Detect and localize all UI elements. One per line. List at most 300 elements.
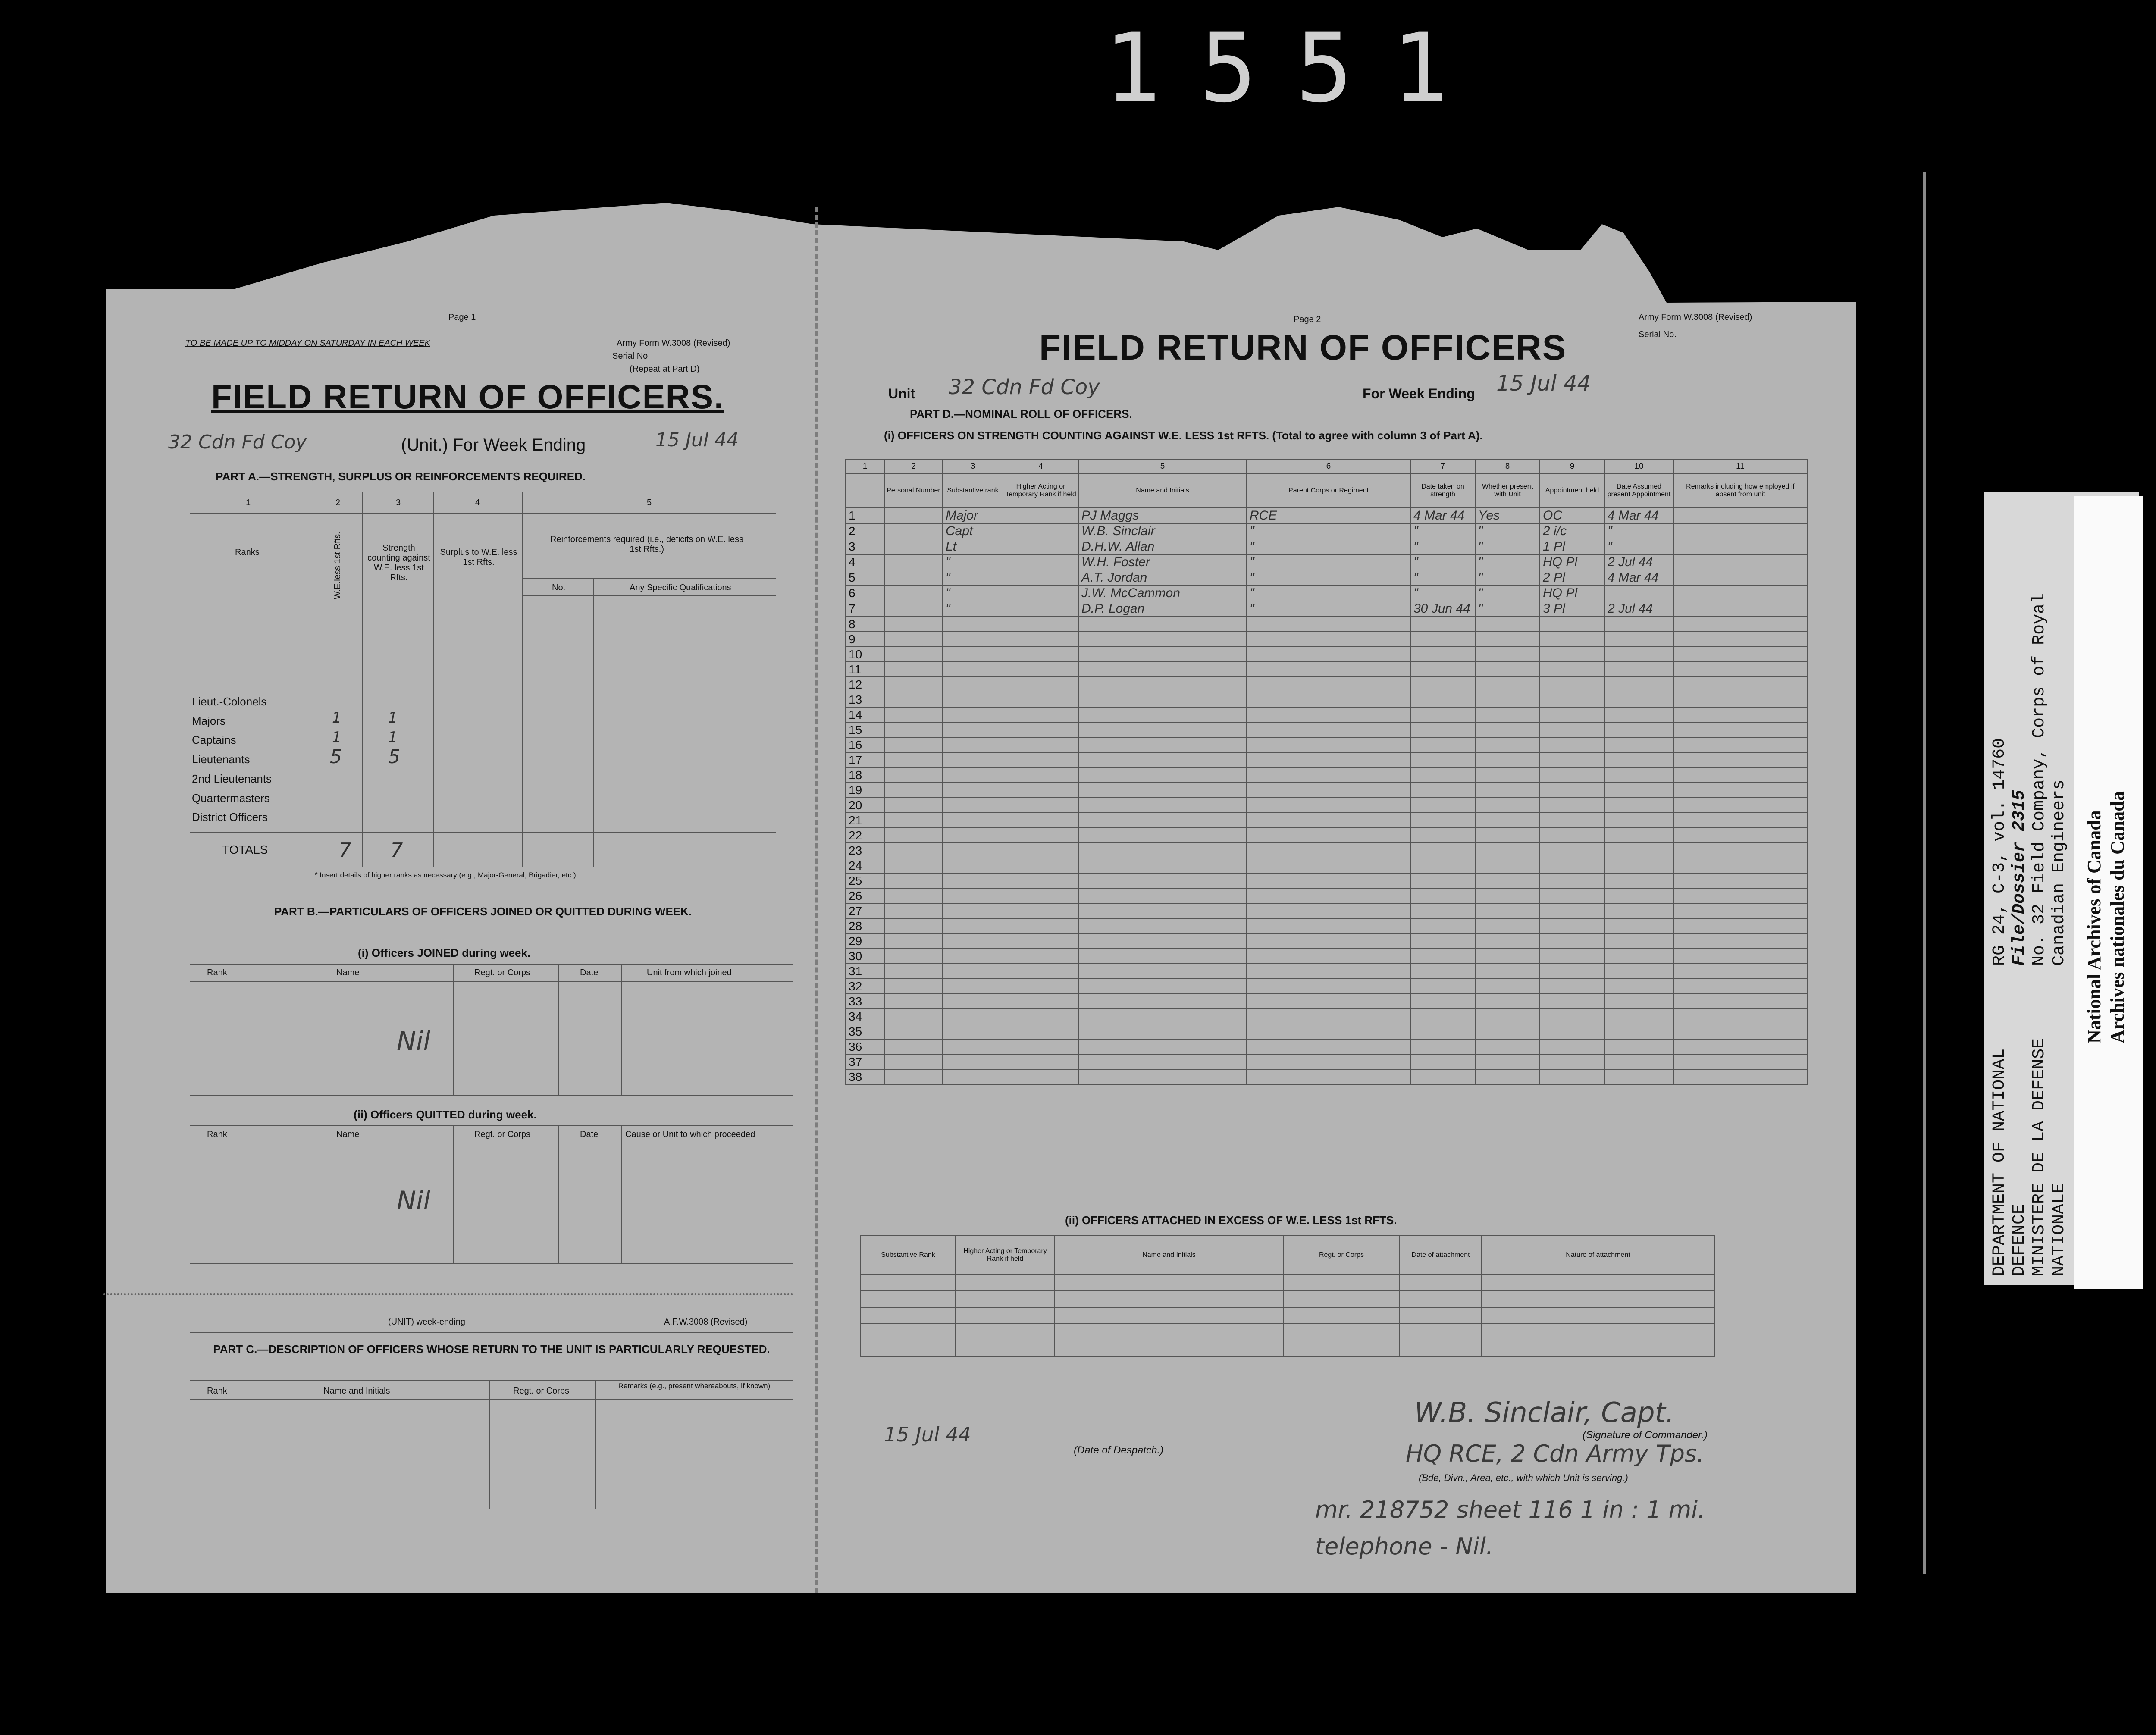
table-cell xyxy=(884,647,943,662)
table-row xyxy=(846,873,1807,888)
page-title: FIELD RETURN OF OFFICERS. xyxy=(211,378,724,416)
table-cell xyxy=(1604,586,1673,601)
row-number: 35 xyxy=(846,1024,884,1039)
table-cell: " xyxy=(943,586,1003,601)
signature-label: (Signature of Commander.) xyxy=(1583,1429,1708,1441)
table-cell xyxy=(1604,692,1673,707)
table-cell xyxy=(1673,617,1807,632)
table-cell xyxy=(1247,1069,1410,1084)
army-form: Army Form W.3008 (Revised) xyxy=(617,338,730,348)
joined-col: Regt. or Corps xyxy=(474,968,531,977)
table-cell xyxy=(1604,722,1673,737)
table-row xyxy=(846,903,1807,918)
table-cell xyxy=(943,692,1003,707)
str-captains: 1 xyxy=(388,729,398,746)
table-cell xyxy=(943,798,1003,813)
table-cell xyxy=(943,933,1003,949)
table-cell: " xyxy=(1247,586,1410,601)
table-cell xyxy=(884,601,943,617)
table-cell xyxy=(1604,873,1673,888)
afw-label: A.F.W.3008 (Revised) xyxy=(664,1317,748,1327)
table-cell xyxy=(1604,783,1673,798)
unit-value: 32 Cdn Fd Coy xyxy=(949,375,1100,399)
rank-label: Lieut.-Colonels xyxy=(192,695,267,708)
rule xyxy=(522,578,776,579)
table-cell xyxy=(1673,933,1807,949)
table-cell xyxy=(1673,722,1807,737)
table-row xyxy=(846,949,1807,964)
table-cell: " xyxy=(1410,539,1475,554)
dept-line: MINISTERE DE LA DEFENSE xyxy=(2030,1038,2049,1276)
part-c-title: PART C.—DESCRIPTION OF OFFICERS WHOSE RETURN TO THE UNIT IS PARTICULARLY REQUESTED. xyxy=(213,1343,770,1356)
table-row xyxy=(846,979,1807,994)
table-cell xyxy=(1078,737,1247,752)
table-cell xyxy=(1078,1039,1247,1054)
table-cell xyxy=(1055,1324,1283,1340)
table-cell xyxy=(943,752,1003,767)
table-cell xyxy=(1410,964,1475,979)
row-number: 21 xyxy=(846,813,884,828)
table-cell xyxy=(1410,707,1475,722)
table-cell xyxy=(1410,843,1475,858)
table-cell xyxy=(1475,918,1540,933)
table-cell xyxy=(1673,570,1807,586)
ref-line: Canadian Engineers xyxy=(2049,779,2069,966)
archive-department xyxy=(1990,1038,2069,1276)
table-cell xyxy=(1410,737,1475,752)
table-cell xyxy=(1247,1009,1410,1024)
frame-digit: 5 xyxy=(1296,13,1362,123)
table-cell xyxy=(1475,617,1540,632)
table-cell xyxy=(943,707,1003,722)
table-row xyxy=(846,523,1807,539)
row-number: 23 xyxy=(846,843,884,858)
table-cell xyxy=(1540,828,1604,843)
table-cell xyxy=(1410,994,1475,1009)
table-cell xyxy=(1604,798,1673,813)
table-cell xyxy=(1247,964,1410,979)
table-cell xyxy=(1604,647,1673,662)
table-cell xyxy=(1475,1054,1540,1069)
table-cell xyxy=(1540,979,1604,994)
table-cell xyxy=(1604,858,1673,873)
we-majors: 1 xyxy=(332,709,342,727)
table-cell xyxy=(1604,979,1673,994)
table-cell: 1 Pl xyxy=(1540,539,1604,554)
table-cell: RCE xyxy=(1247,508,1410,523)
we-lieutenants: 5 xyxy=(330,746,342,768)
table-cell xyxy=(1003,798,1078,813)
table-cell: HQ Pl xyxy=(1540,586,1604,601)
page-label: Page 2 xyxy=(1294,315,1321,324)
table-cell xyxy=(1673,767,1807,783)
table-cell xyxy=(1078,888,1247,903)
page-two xyxy=(841,302,1833,1574)
table-cell xyxy=(1247,933,1410,949)
attached-table xyxy=(860,1235,1715,1357)
table-cell xyxy=(1604,964,1673,979)
table-cell xyxy=(1055,1307,1283,1324)
table-cell xyxy=(1540,843,1604,858)
table-cell xyxy=(1400,1275,1482,1291)
table-cell: " xyxy=(943,554,1003,570)
column-number: 3 xyxy=(943,460,1003,473)
table-cell xyxy=(1078,979,1247,994)
table-cell xyxy=(1078,767,1247,783)
table-cell xyxy=(943,964,1003,979)
table-cell xyxy=(1247,918,1410,933)
table-cell xyxy=(1673,858,1807,873)
table-cell xyxy=(1673,647,1807,662)
part-d-subtitle: (i) OFFICERS ON STRENGTH COUNTING AGAINST W.E. LESS 1st RFTS. (Total to agree with column 3 of Part A). xyxy=(884,429,1483,442)
row-number: 32 xyxy=(846,979,884,994)
telephone: telephone - Nil. xyxy=(1315,1533,1493,1560)
row-number: 1 xyxy=(846,508,884,523)
table-cell xyxy=(1540,783,1604,798)
table-cell xyxy=(1003,523,1078,539)
attached-column-header: Name and Initials xyxy=(1055,1236,1283,1275)
table-cell xyxy=(1540,994,1604,1009)
table-cell xyxy=(1540,813,1604,828)
repeat-note: (Repeat at Part D) xyxy=(630,364,700,374)
table-cell xyxy=(943,767,1003,783)
rank-list xyxy=(192,692,272,827)
table-cell xyxy=(1247,1039,1410,1054)
table-cell xyxy=(1475,888,1540,903)
table-cell xyxy=(1283,1291,1400,1307)
table-cell xyxy=(884,737,943,752)
col-num: 3 xyxy=(396,498,401,507)
table-cell xyxy=(1247,813,1410,828)
table-cell xyxy=(1475,903,1540,918)
table-cell xyxy=(1673,903,1807,918)
row-number: 22 xyxy=(846,828,884,843)
row-number: 28 xyxy=(846,918,884,933)
row-number: 13 xyxy=(846,692,884,707)
table-row xyxy=(846,1069,1807,1084)
table-cell xyxy=(1475,677,1540,692)
table-cell xyxy=(943,783,1003,798)
attached-column-header: Nature of attachment xyxy=(1482,1236,1714,1275)
dept-line: DEFENCE xyxy=(2010,1203,2029,1276)
row-number: 37 xyxy=(846,1054,884,1069)
table-cell xyxy=(943,828,1003,843)
table-cell xyxy=(943,918,1003,933)
table-cell xyxy=(1540,692,1604,707)
table-cell xyxy=(1003,873,1078,888)
page-fold xyxy=(815,207,818,1593)
col-num: 4 xyxy=(475,498,480,507)
table-cell xyxy=(1410,903,1475,918)
row-number: 7 xyxy=(846,601,884,617)
table-cell xyxy=(943,949,1003,964)
table-cell xyxy=(1410,647,1475,662)
table-cell: " xyxy=(1475,570,1540,586)
table-row xyxy=(861,1291,1714,1307)
rank-label: Captains xyxy=(192,733,236,747)
quitted-col: Cause or Unit to which proceeded xyxy=(625,1130,755,1139)
table-row xyxy=(846,798,1807,813)
rule xyxy=(190,1095,793,1096)
joined-nil: Nil xyxy=(397,1026,431,1056)
table-cell xyxy=(943,662,1003,677)
table-row xyxy=(846,722,1807,737)
table-cell xyxy=(1247,737,1410,752)
quitted-col: Rank xyxy=(207,1130,227,1139)
table-cell xyxy=(943,979,1003,994)
table-cell xyxy=(1673,843,1807,858)
serial-no: Serial No. xyxy=(1639,330,1677,339)
table-row xyxy=(846,554,1807,570)
row-number: 33 xyxy=(846,994,884,1009)
table-cell xyxy=(1673,888,1807,903)
rule xyxy=(190,1380,793,1381)
column-header xyxy=(846,473,884,508)
table-cell xyxy=(943,647,1003,662)
table-cell xyxy=(1540,647,1604,662)
despatch-date: 15 Jul 44 xyxy=(884,1423,971,1446)
rule xyxy=(433,492,434,867)
table-cell: J.W. McCammon xyxy=(1078,586,1247,601)
table-cell xyxy=(1247,647,1410,662)
row-number: 25 xyxy=(846,873,884,888)
table-cell xyxy=(1410,662,1475,677)
table-cell xyxy=(1247,949,1410,964)
table-row xyxy=(861,1340,1714,1356)
row-number: 5 xyxy=(846,570,884,586)
table-cell xyxy=(884,722,943,737)
table-cell xyxy=(1604,1054,1673,1069)
table-cell xyxy=(956,1340,1055,1356)
column-number: 5 xyxy=(1078,460,1247,473)
table-cell xyxy=(956,1324,1055,1340)
table-cell xyxy=(1540,737,1604,752)
str-lieutenants: 5 xyxy=(388,746,400,768)
table-cell xyxy=(884,918,943,933)
table-cell xyxy=(1673,508,1807,523)
table-cell xyxy=(884,798,943,813)
rule xyxy=(621,1125,622,1263)
str-majors: 1 xyxy=(388,709,398,727)
table-row xyxy=(846,508,1807,523)
table-cell xyxy=(1475,798,1540,813)
table-cell xyxy=(1475,873,1540,888)
table-cell xyxy=(1475,828,1540,843)
row-number: 26 xyxy=(846,888,884,903)
scan-edge xyxy=(1923,172,1926,1574)
serial-no: Serial No. xyxy=(612,351,650,361)
table-cell xyxy=(1540,1054,1604,1069)
table-cell xyxy=(1078,1024,1247,1039)
table-cell xyxy=(1078,1069,1247,1084)
table-cell: " xyxy=(1604,539,1673,554)
table-cell: " xyxy=(1247,523,1410,539)
rule xyxy=(362,492,363,867)
attached-column-header: Date of attachment xyxy=(1400,1236,1482,1275)
table-cell xyxy=(1283,1340,1400,1356)
table-cell: 2 i/c xyxy=(1540,523,1604,539)
table-cell xyxy=(1604,994,1673,1009)
row-number: 3 xyxy=(846,539,884,554)
we-captains: 1 xyxy=(332,729,342,746)
table-cell xyxy=(1482,1291,1714,1307)
row-number: 36 xyxy=(846,1039,884,1054)
table-cell xyxy=(1078,647,1247,662)
table-cell xyxy=(943,632,1003,647)
row-number: 15 xyxy=(846,722,884,737)
dept-line: NATIONALE xyxy=(2049,1183,2069,1276)
rule xyxy=(190,1263,793,1264)
table-cell: Lt xyxy=(943,539,1003,554)
row-number: 14 xyxy=(846,707,884,722)
attached-title: (ii) OFFICERS ATTACHED IN EXCESS OF W.E. LESS 1st RFTS. xyxy=(1065,1214,1397,1227)
rule xyxy=(190,1332,793,1333)
part-c-col: Rank xyxy=(207,1386,227,1396)
table-cell: " xyxy=(1475,554,1540,570)
table-cell: " xyxy=(1410,523,1475,539)
table-cell xyxy=(884,662,943,677)
table-cell xyxy=(1283,1324,1400,1340)
table-cell xyxy=(884,783,943,798)
table-cell xyxy=(1673,554,1807,570)
table-row xyxy=(846,783,1807,798)
table-cell xyxy=(1247,1054,1410,1069)
col-num: 5 xyxy=(647,498,652,507)
table-cell xyxy=(1604,707,1673,722)
table-cell xyxy=(943,1024,1003,1039)
col-we: W.E.less 1st Rfts. xyxy=(333,532,342,599)
table-cell xyxy=(1475,1069,1540,1084)
rule xyxy=(522,492,523,867)
table-cell xyxy=(1673,662,1807,677)
frame-digit: 5 xyxy=(1200,13,1266,123)
week-label: For Week Ending xyxy=(1363,386,1475,401)
column-header: Higher Acting or Temporary Rank if held xyxy=(1003,473,1078,508)
row-number: 20 xyxy=(846,798,884,813)
table-row xyxy=(846,858,1807,873)
table-cell: HQ Pl xyxy=(1540,554,1604,570)
quitted-col: Regt. or Corps xyxy=(474,1130,531,1139)
table-cell xyxy=(1400,1324,1482,1340)
frame-digit: 1 xyxy=(1391,13,1457,123)
despatch-label: (Date of Despatch.) xyxy=(1074,1444,1164,1456)
row-number: 31 xyxy=(846,964,884,979)
table-cell xyxy=(1604,662,1673,677)
table-row xyxy=(846,662,1807,677)
table-row xyxy=(846,737,1807,752)
rank-label: 2nd Lieutenants xyxy=(192,772,272,785)
table-cell xyxy=(1604,918,1673,933)
table-cell: 2 Jul 44 xyxy=(1604,554,1673,570)
rule xyxy=(522,595,776,596)
table-cell xyxy=(884,813,943,828)
table-cell xyxy=(1410,813,1475,828)
table-cell xyxy=(1003,601,1078,617)
table-cell xyxy=(1604,677,1673,692)
joined-col: Name xyxy=(336,968,360,977)
table-row xyxy=(846,677,1807,692)
column-number: 10 xyxy=(1604,460,1673,473)
table-cell xyxy=(1078,828,1247,843)
table-cell: A.T. Jordan xyxy=(1078,570,1247,586)
table-cell xyxy=(1410,828,1475,843)
table-cell xyxy=(1247,617,1410,632)
attached-column-header: Regt. or Corps xyxy=(1283,1236,1400,1275)
table-cell xyxy=(1604,949,1673,964)
column-header: Remarks including how employed if absent from unit xyxy=(1673,473,1807,508)
table-cell xyxy=(1410,1069,1475,1084)
table-cell xyxy=(1673,828,1807,843)
table-cell xyxy=(1003,647,1078,662)
table-cell xyxy=(1410,617,1475,632)
map-reference: mr. 218752 sheet 116 1 in : 1 mi. xyxy=(1315,1496,1705,1523)
table-cell xyxy=(1410,692,1475,707)
table-cell xyxy=(1604,1039,1673,1054)
table-cell xyxy=(1410,722,1475,737)
table-cell xyxy=(956,1291,1055,1307)
table-cell xyxy=(1078,632,1247,647)
table-cell xyxy=(1604,752,1673,767)
ref-line: No. 32 Field Company, Corps of Royal xyxy=(2030,593,2049,966)
table-cell xyxy=(1410,918,1475,933)
part-d-title: PART D.—NOMINAL ROLL OF OFFICERS. xyxy=(910,407,1132,420)
table-cell: " xyxy=(943,601,1003,617)
table-cell: " xyxy=(1247,601,1410,617)
table-cell: D.P. Logan xyxy=(1078,601,1247,617)
table-cell xyxy=(1055,1340,1283,1356)
rule xyxy=(190,981,793,982)
table-row xyxy=(846,601,1807,617)
table-cell xyxy=(1475,813,1540,828)
column-number: 7 xyxy=(1410,460,1475,473)
table-cell xyxy=(1247,1024,1410,1039)
part-a-title: PART A.—STRENGTH, SURPLUS OR REINFORCEMENTS REQUIRED. xyxy=(216,470,586,483)
table-cell xyxy=(1673,1024,1807,1039)
rule xyxy=(190,513,776,514)
table-cell xyxy=(1003,1009,1078,1024)
table-cell xyxy=(1247,707,1410,722)
table-cell xyxy=(1078,707,1247,722)
table-cell xyxy=(1078,843,1247,858)
table-cell xyxy=(1078,949,1247,964)
unit-week-ending: (UNIT) week-ending xyxy=(388,1317,465,1327)
table-cell xyxy=(943,903,1003,918)
table-cell: " xyxy=(1247,539,1410,554)
part-b-title: PART B.—PARTICULARS OF OFFICERS JOINED OR QUITTED DURING WEEK. xyxy=(274,905,692,918)
part-c-col: Name and Initials xyxy=(323,1386,390,1396)
table-cell xyxy=(1410,933,1475,949)
row-number: 6 xyxy=(846,586,884,601)
page-title: FIELD RETURN OF OFFICERS xyxy=(1039,328,1567,367)
table-cell xyxy=(1078,964,1247,979)
table-cell xyxy=(1475,632,1540,647)
rule xyxy=(558,964,559,1095)
frame-digit: 1 xyxy=(1104,13,1170,123)
table-cell xyxy=(1247,632,1410,647)
table-cell xyxy=(1475,1039,1540,1054)
table-cell xyxy=(884,843,943,858)
column-number: 8 xyxy=(1475,460,1540,473)
table-cell xyxy=(1003,964,1078,979)
quitted-nil: Nil xyxy=(397,1186,431,1216)
table-cell xyxy=(1475,1009,1540,1024)
table-cell xyxy=(884,828,943,843)
table-cell xyxy=(1078,617,1247,632)
table-cell xyxy=(1673,798,1807,813)
table-cell xyxy=(884,752,943,767)
column-number: 4 xyxy=(1003,460,1078,473)
table-cell: 30 Jun 44 xyxy=(1410,601,1475,617)
